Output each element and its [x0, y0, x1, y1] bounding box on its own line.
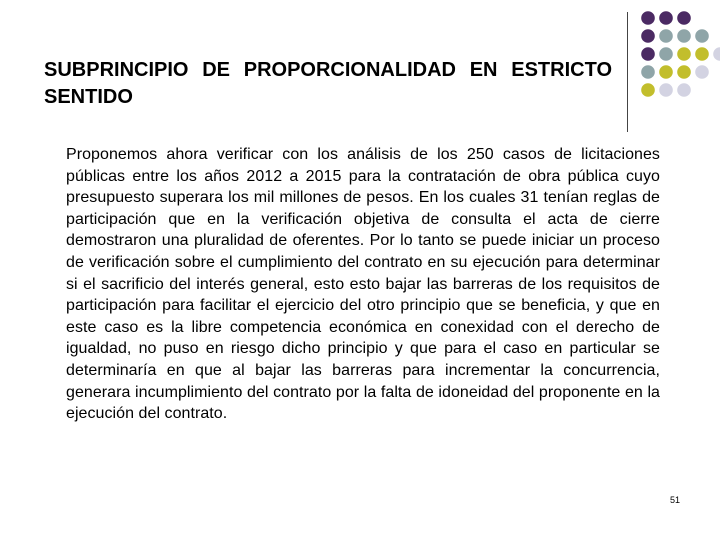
page-number: 51: [669, 495, 680, 505]
decorative-dot: [695, 47, 709, 61]
vertical-divider: [627, 12, 628, 132]
decorative-dot: [641, 65, 655, 79]
decorative-dot: [641, 83, 655, 97]
slide-body-text: Proponemos ahora verificar con los análisis de los 250 casos de licitaciones públicas entre los años 2012 a 2015 para la contratación de obra pública cuyo presupuesto superara los mil millones de pesos. En los cuales 31 tenían reglas de participación que en la verificación objetiva de consulta el acta de cierre demostraron una pluralidad de oferentes. Por lo tanto se puede iniciar un proceso de verificación sobre el cumplimiento del contrato en su ejecución para determinar si el sacrificio del interés general, esto esto bajar las barreras de los requisitos de participación para facilitar el ejercicio del otro principio que se beneficia, y que en este caso es la libre competencia económica en conexidad con el derecho de igualdad, no puso en riesgo dicho principio y que para el caso en particular se determinaría en que al bajar las barreras para incrementar la concurrencia, generara incumplimiento del contrato por la falta de idoneidad del proponente en la ejecución del contrato.: [66, 146, 660, 423]
decorative-dot: [659, 83, 673, 97]
decorative-dot: [677, 47, 691, 61]
decorative-dot: [677, 11, 691, 25]
slide-title: SUBPRINCIPIO DE PROPORCIONALIDAD EN ESTRICTO SENTIDO: [44, 59, 612, 108]
decorative-dot: [659, 29, 673, 43]
decorative-dot: [641, 11, 655, 25]
decorative-dot: [641, 29, 655, 43]
decorative-dot: [713, 47, 720, 61]
decorative-dot: [677, 65, 691, 79]
decorative-dot: [677, 29, 691, 43]
decorative-dot: [659, 65, 673, 79]
decorative-dot: [659, 47, 673, 61]
decorative-dot: [695, 29, 709, 43]
decorative-dot: [641, 47, 655, 61]
decorative-dot: [677, 83, 691, 97]
decorative-dot: [695, 65, 709, 79]
decorative-dot: [659, 11, 673, 25]
